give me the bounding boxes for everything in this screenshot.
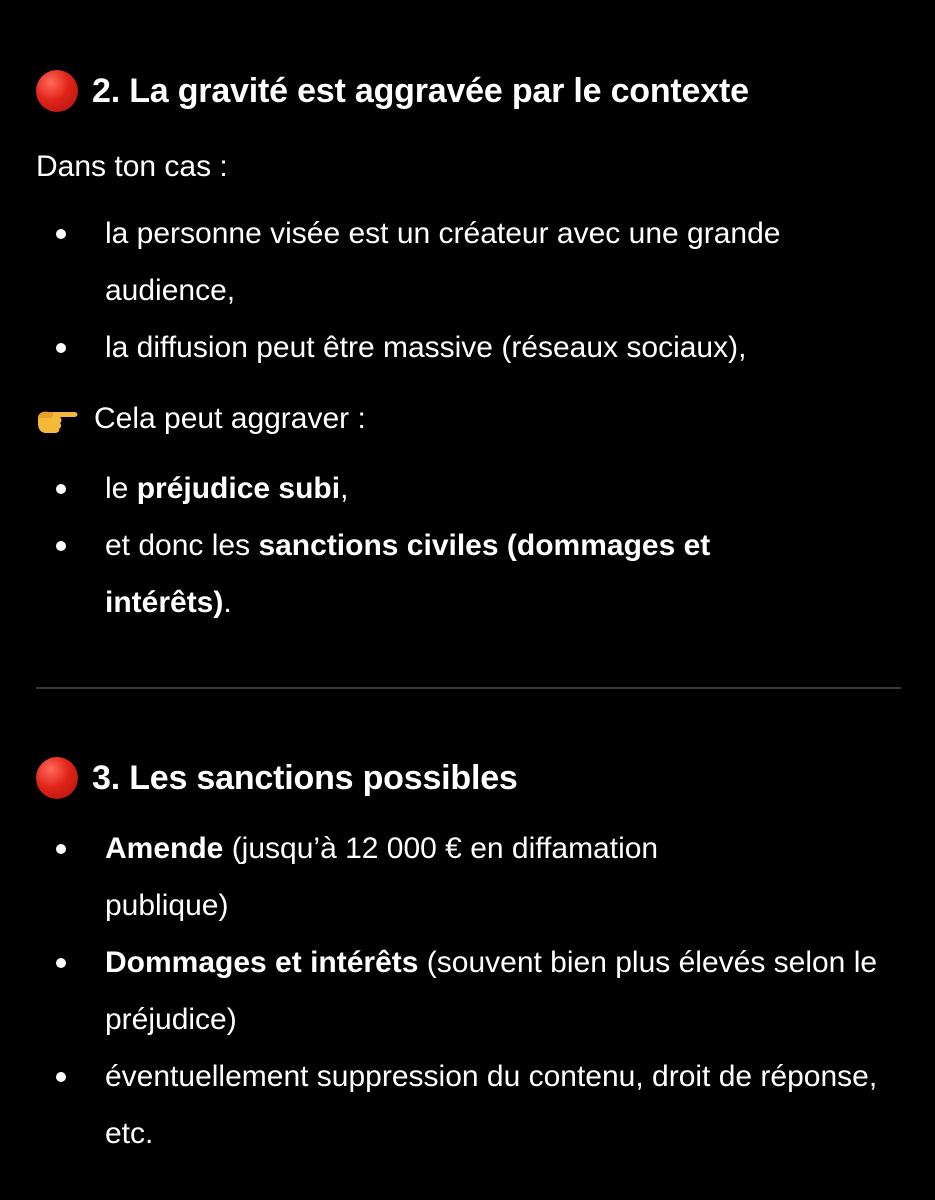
list-item-text: , <box>340 472 349 505</box>
list-item-bold-text: Amende <box>105 832 224 865</box>
bullet-icon <box>56 958 66 968</box>
list-item <box>0 934 935 1048</box>
bullet-icon <box>56 844 66 854</box>
list-item <box>0 820 935 934</box>
section-3-sanctions-list <box>0 820 935 1162</box>
pointing-hand-icon <box>34 404 82 434</box>
list-item-bold-text: préjudice subi <box>136 472 341 505</box>
section-3-heading <box>36 757 518 799</box>
list-item <box>0 460 935 517</box>
list-item-text: et donc les <box>105 529 259 562</box>
list-item-text: la personne visée est un créateur avec une grande audience, <box>105 217 781 307</box>
section-3-title: 3. Les sanctions possibles <box>92 758 518 797</box>
list-item <box>0 517 935 631</box>
bullet-icon <box>56 484 66 494</box>
section-2-intro: Dans ton cas : <box>36 150 228 183</box>
list-item <box>0 205 935 319</box>
bullet-icon <box>56 1072 66 1082</box>
section-2-context-list <box>0 205 935 376</box>
red-circle-icon <box>36 757 78 799</box>
section-divider <box>36 687 901 689</box>
list-item <box>0 1048 935 1162</box>
list-item-bold-text: Dommages et intérêts <box>105 946 419 979</box>
pointer-line <box>34 402 366 436</box>
bullet-icon <box>56 343 66 353</box>
list-item-text: (jusqu’à 12 000 € en diffamation publique) <box>105 832 659 922</box>
list-item-text: éventuellement suppression du contenu, droit de réponse, etc. <box>105 1060 878 1150</box>
list-item-text: . <box>223 586 232 619</box>
pointer-text: Cela peut aggraver : <box>94 402 366 435</box>
section-2-heading <box>36 70 749 112</box>
section-2-consequence-list <box>0 460 935 631</box>
list-item-bold-text: sanctions civiles (dommages et intérêts) <box>105 529 711 619</box>
list-item <box>0 319 935 376</box>
bullet-icon <box>56 541 66 551</box>
list-item-text: la diffusion peut être massive (réseaux sociaux), <box>105 331 747 364</box>
red-circle-icon <box>36 70 78 112</box>
list-item-text: (souvent bien plus élevés selon le préjudice) <box>105 946 878 1036</box>
section-2-title: 2. La gravité est aggravée par le contexte <box>92 71 749 110</box>
bullet-icon <box>56 229 66 239</box>
list-item-text: le <box>105 472 137 505</box>
